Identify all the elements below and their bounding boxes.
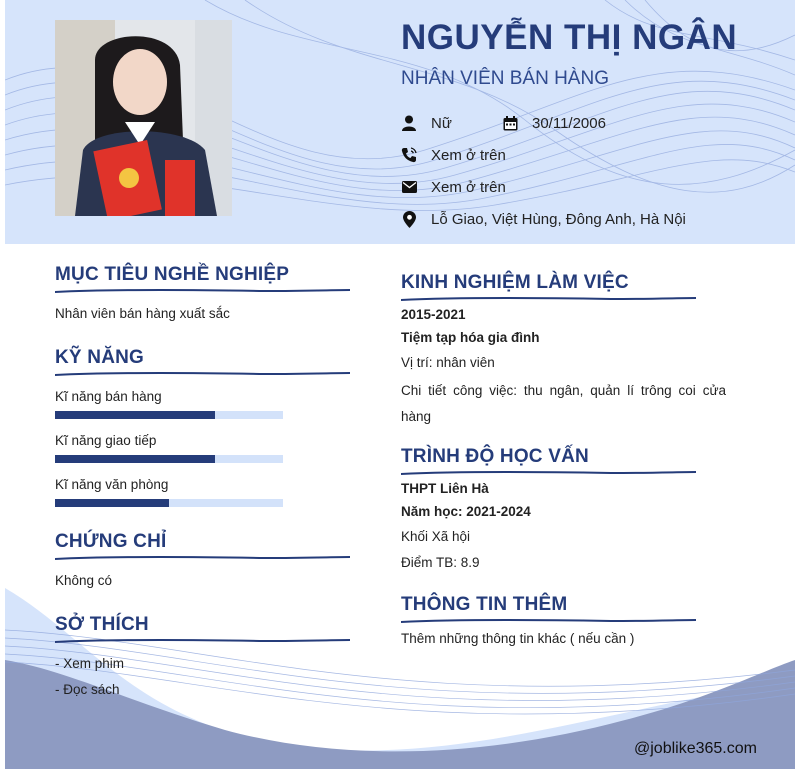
- skill-label: Kĩ năng giao tiếp: [55, 433, 157, 448]
- objective-heading: MỤC TIÊU NGHỀ NGHIỆP: [55, 264, 290, 285]
- skill-label: Kĩ năng văn phòng: [55, 477, 169, 492]
- address-row: [401, 209, 686, 229]
- skill-bar-fill: [55, 455, 215, 463]
- portrait-illustration: [55, 20, 232, 216]
- candidate-name: NGUYỄN THỊ NGÂN: [401, 18, 738, 57]
- envelope-icon: [401, 179, 417, 195]
- certificates-text: Không có: [55, 573, 113, 588]
- phone-icon: [401, 147, 417, 163]
- education-heading: TRÌNH ĐỘ HỌC VẤN: [401, 446, 589, 467]
- hobby-item: - Đọc sách: [55, 682, 120, 697]
- skill-label: Kĩ năng bán hàng: [55, 389, 162, 404]
- more-info-heading: THÔNG TIN THÊM: [401, 594, 568, 615]
- hobbies-heading: SỞ THÍCH: [55, 614, 149, 635]
- birthdate-value: 30/11/2006: [532, 114, 606, 132]
- experience-period: 2015-2021: [401, 307, 466, 322]
- education-gpa: Điểm TB: 8.9: [401, 555, 480, 570]
- certificates-heading: CHỨNG CHỈ: [55, 531, 167, 552]
- education-underline: [401, 468, 696, 478]
- experience-heading: KINH NGHIỆM LÀM VIỆC: [401, 272, 629, 293]
- calendar-icon: [502, 115, 518, 131]
- objective-underline: [55, 286, 350, 296]
- email-row: [401, 177, 506, 197]
- email-value: Xem ở trên: [431, 178, 506, 196]
- skill-bar-track: [55, 455, 283, 463]
- experience-position: Vị trí: nhân viên: [401, 355, 495, 370]
- more-info-text: Thêm những thông tin khác ( nếu cần ): [401, 631, 635, 646]
- objective-text: Nhân viên bán hàng xuất sắc: [55, 306, 230, 321]
- job-title: NHÂN VIÊN BÁN HÀNG: [401, 68, 609, 89]
- education-school: THPT Liên Hà: [401, 481, 489, 496]
- location-pin-icon: [401, 211, 417, 227]
- skills-heading: KỸ NĂNG: [55, 347, 145, 368]
- birthdate-row: [502, 113, 606, 133]
- certificates-underline: [55, 553, 350, 563]
- skill-bar-track: [55, 499, 283, 507]
- experience-company: Tiệm tạp hóa gia đình: [401, 330, 540, 345]
- education-track: Khối Xã hội: [401, 529, 471, 544]
- watermark-text: @joblike365.com: [634, 740, 757, 757]
- skill-bar-fill: [55, 411, 215, 419]
- phone-row: [401, 145, 506, 165]
- profile-photo: [55, 20, 232, 216]
- cv-page: [5, 0, 795, 769]
- education-years: Năm học: 2021-2024: [401, 504, 531, 519]
- hobbies-underline: [55, 636, 350, 646]
- skill-bar-fill: [55, 499, 169, 507]
- more-info-underline: [401, 616, 696, 626]
- experience-underline: [401, 294, 696, 304]
- person-icon: [401, 115, 417, 131]
- phone-value: Xem ở trên: [431, 146, 506, 164]
- skill-bar-track: [55, 411, 283, 419]
- experience-details: Chi tiết công việc: thu ngân, quản lí trông coi cửa hàng: [401, 383, 726, 424]
- gender-row: [401, 113, 452, 133]
- gender-value: Nữ: [431, 114, 452, 132]
- address-value: Lỗ Giao, Việt Hùng, Đông Anh, Hà Nội: [431, 210, 686, 228]
- skills-underline: [55, 369, 350, 379]
- hobby-item: - Xem phim: [55, 656, 125, 671]
